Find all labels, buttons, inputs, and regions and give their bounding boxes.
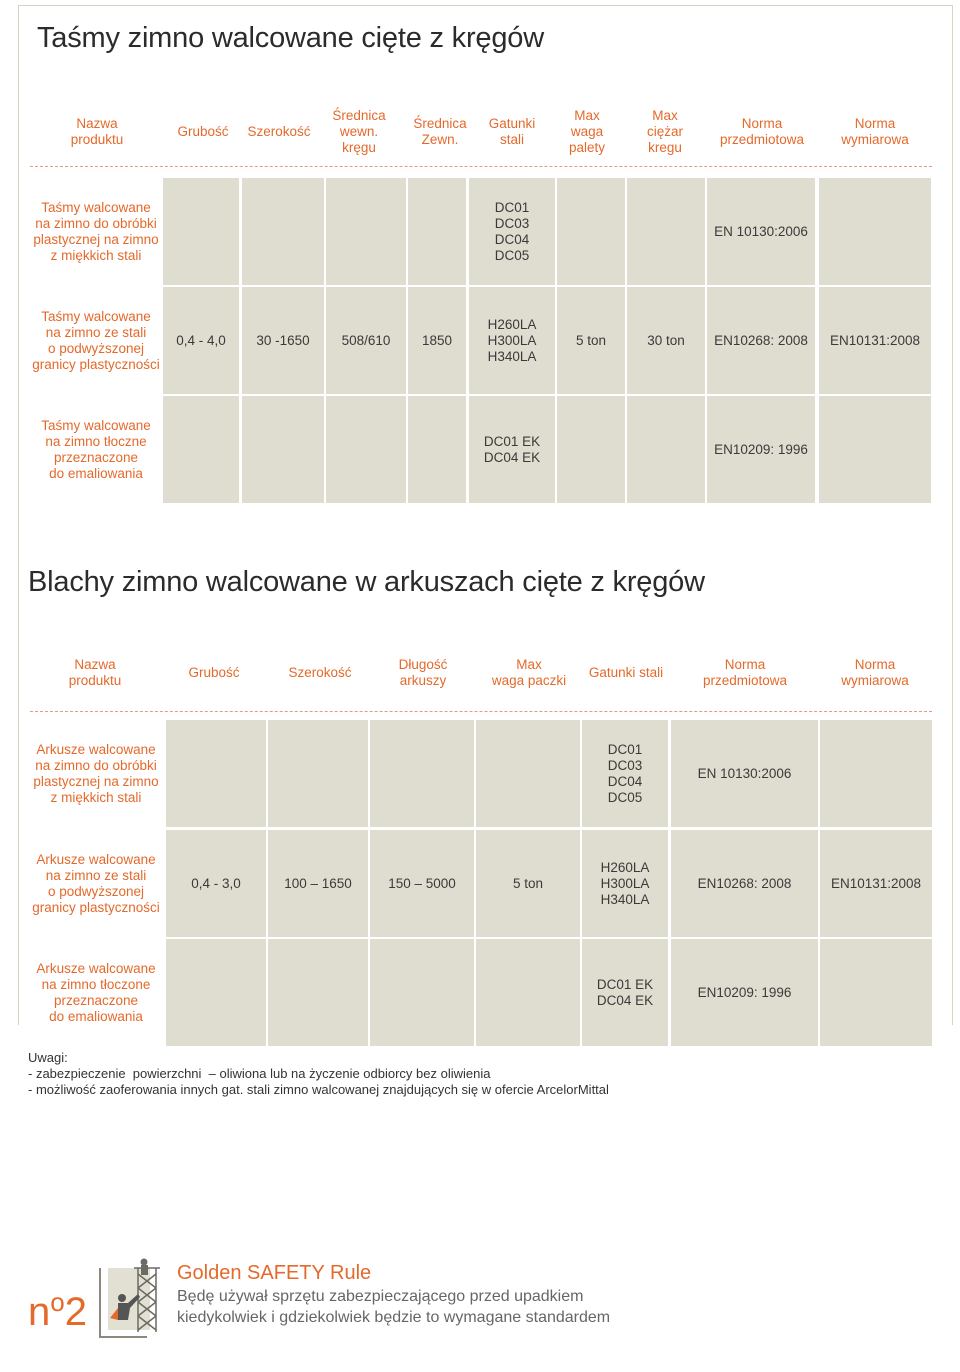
- column-header: Szerokość: [247, 124, 311, 139]
- table-cell: [820, 720, 932, 827]
- column-header: Nazwa produktu: [68, 657, 122, 688]
- table-cell: EN10268: 2008: [671, 830, 818, 937]
- section2-divider: [30, 711, 932, 712]
- table-cell: DC01 EK DC04 EK: [469, 396, 555, 503]
- table-cell: EN10209: 1996: [671, 939, 818, 1046]
- product-name: Taśmy walcowane na zimno tłoczne przeznaczone do emaliowania: [41, 417, 151, 481]
- table-cell: H260LA H300LA H340LA: [469, 287, 555, 394]
- table-cell: [370, 939, 474, 1046]
- table-cell: [557, 178, 625, 285]
- column-header: Szerokość: [288, 665, 352, 680]
- table-cell: 30 -1650: [242, 287, 324, 394]
- table-cell: [242, 396, 324, 503]
- table-cell: [819, 396, 931, 503]
- column-header: Max ciężar kregu: [646, 108, 683, 155]
- column-header: Gatunki stali: [588, 665, 664, 680]
- table-cell: [476, 939, 580, 1046]
- table-cell: H260LA H300LA H340LA: [582, 830, 668, 937]
- table-cell: 5 ton: [476, 830, 580, 937]
- column-header: Grubość: [177, 124, 229, 139]
- table-cell: [819, 178, 931, 285]
- table-cell: DC01 EK DC04 EK: [582, 939, 668, 1046]
- table-cell: EN10268: 2008: [707, 287, 815, 394]
- product-name: Taśmy walcowane na zimno ze stali o podwyższonej granicy plastyczności: [32, 308, 160, 372]
- column-header: Nazwa produktu: [70, 116, 124, 147]
- table-cell: [820, 939, 932, 1046]
- table-cell: [326, 178, 406, 285]
- table-cell: [163, 396, 239, 503]
- notes-title: Uwagi:: [28, 1050, 68, 1065]
- product-name: Arkusze walcowane na zimno tłoczone przeznaczone do emaliowania: [36, 960, 156, 1024]
- table-cell: [408, 396, 466, 503]
- section2-title: Blachy zimno walcowane w arkuszach cięte z kręgów: [28, 566, 705, 598]
- table-cell: [166, 939, 266, 1046]
- table-cell: 0,4 - 4,0: [163, 287, 239, 394]
- section1-title: Taśmy zimno walcowane cięte z kręgów: [37, 22, 544, 54]
- column-header: Norma przedmiotowa: [702, 657, 788, 688]
- column-header: Max waga paczki: [491, 657, 567, 688]
- table-cell: 0,4 - 3,0: [166, 830, 266, 937]
- column-header: Grubość: [188, 665, 240, 680]
- table-cell: [627, 178, 705, 285]
- footer-bracket-horizontal: [99, 1336, 147, 1338]
- fall-protection-icon: [108, 1258, 164, 1334]
- table-cell: EN10131:2008: [820, 830, 932, 937]
- table-cell: [476, 720, 580, 827]
- table-cell: 100 – 1650: [268, 830, 368, 937]
- rule-title: Golden SAFETY Rule: [177, 1262, 372, 1284]
- product-name: Arkusze walcowane na zimno ze stali o podwyższonej granicy plastyczności: [32, 851, 160, 915]
- column-header: Norma wymiarowa: [841, 116, 909, 147]
- table-cell: [408, 178, 466, 285]
- product-name: Taśmy walcowane na zimno do obróbki plastycznej na zimno z miękkich stali: [33, 199, 159, 263]
- rule-text: [177, 1286, 610, 1328]
- table-cell: DC01 DC03 DC04 DC05: [582, 720, 668, 827]
- table-cell: [627, 396, 705, 503]
- table-cell: [242, 178, 324, 285]
- column-header: Norma przedmiotowa: [719, 116, 805, 147]
- table-cell: [163, 178, 239, 285]
- column-header: Norma wymiarowa: [841, 657, 909, 688]
- table-cell: [326, 396, 406, 503]
- notes: [28, 1050, 609, 1098]
- table-cell: 5 ton: [557, 287, 625, 394]
- rule-line: Będę używał sprzętu zabezpieczającego przed upadkiem: [177, 1288, 584, 1305]
- column-header: Średnica wewn. kręgu: [332, 108, 386, 155]
- table-cell: [557, 396, 625, 503]
- table-cell: 30 ton: [627, 287, 705, 394]
- column-header: Średnica Zewn.: [413, 116, 467, 147]
- rule-line: kiedykolwiek i gdziekolwiek będzie to wymagane standardem: [177, 1309, 611, 1326]
- rule-number: $n^o2$: [28, 1287, 87, 1334]
- footer-bracket-vertical: [99, 1268, 101, 1338]
- table-cell: 508/610: [326, 287, 406, 394]
- table-cell: DC01 DC03 DC04 DC05: [469, 178, 555, 285]
- table-cell: EN 10130:2006: [671, 720, 818, 827]
- table-cell: EN 10130:2006: [707, 178, 815, 285]
- table-cell: EN10209: 1996: [707, 396, 815, 503]
- column-header: Długość arkuszy: [398, 657, 448, 688]
- table-cell: [268, 939, 368, 1046]
- section1-divider: [30, 166, 932, 167]
- product-name: Arkusze walcowane na zimno do obróbki plastycznej na zimno z miękkich stali: [33, 741, 159, 805]
- column-header: Gatunki stali: [488, 116, 536, 147]
- table-cell: 150 – 5000: [370, 830, 474, 937]
- table-cell: 1850: [408, 287, 466, 394]
- table-cell: EN10131:2008: [819, 287, 931, 394]
- notes-item: - zabezpieczenie powierzchni – oliwiona lub na życzenie odbiorcy bez oliwienia: [28, 1066, 491, 1081]
- table-cell: [166, 720, 266, 827]
- notes-item: - możliwość zaoferowania innych gat. stali zimno walcowanej znajdujących się w ofercie ArcelorMittal: [28, 1082, 609, 1097]
- column-header: Max waga palety: [568, 108, 606, 155]
- table-cell: [268, 720, 368, 827]
- table-cell: [370, 720, 474, 827]
